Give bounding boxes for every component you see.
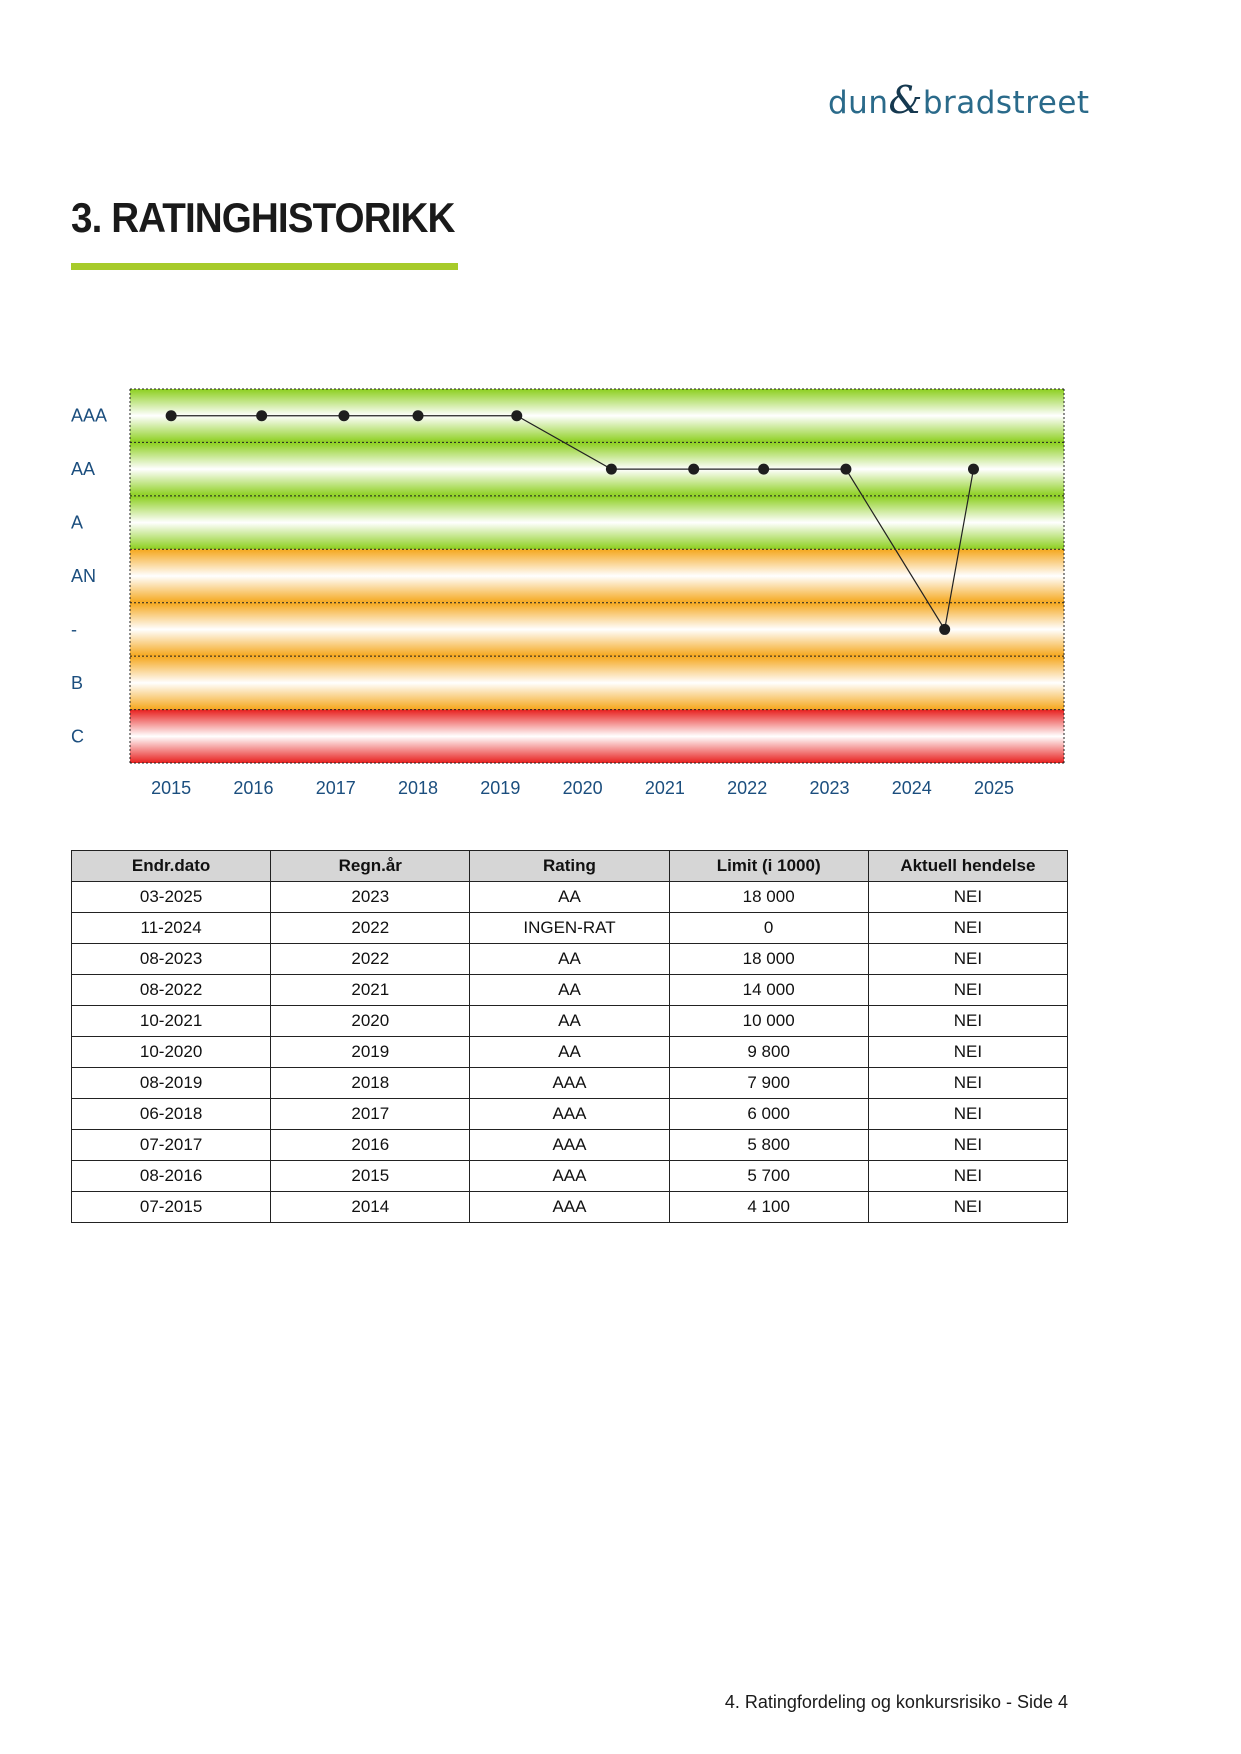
x-tick-label: 2020 bbox=[562, 778, 603, 798]
x-tick-label: 2024 bbox=[891, 778, 932, 798]
table-cell: 08-2023 bbox=[72, 944, 271, 975]
band-row-a bbox=[130, 496, 1064, 549]
table-row bbox=[72, 1068, 1068, 1099]
table-cell: 07-2017 bbox=[72, 1130, 271, 1161]
x-tick-label: 2017 bbox=[315, 778, 356, 798]
rating-point bbox=[840, 464, 851, 475]
table-cell: 2021 bbox=[271, 975, 470, 1006]
x-tick-label: 2015 bbox=[151, 778, 192, 798]
table-body bbox=[72, 882, 1068, 1223]
table-cell: 4 100 bbox=[669, 1192, 868, 1223]
table-cell: NEI bbox=[868, 1161, 1067, 1192]
table-cell: INGEN-RAT bbox=[470, 913, 669, 944]
rating-point bbox=[606, 464, 617, 475]
x-tick-label: 2023 bbox=[809, 778, 850, 798]
table-cell: 2022 bbox=[271, 944, 470, 975]
y-tick-label: AA bbox=[71, 459, 96, 480]
rating-point bbox=[166, 410, 177, 421]
table-cell: AAA bbox=[470, 1192, 669, 1223]
table-cell: NEI bbox=[868, 1068, 1067, 1099]
table-cell: 18 000 bbox=[669, 944, 868, 975]
page-title: 3. RATINGHISTORIKK bbox=[71, 194, 455, 241]
table-cell: NEI bbox=[868, 975, 1067, 1006]
table-cell: 2015 bbox=[271, 1161, 470, 1192]
table-cell: NEI bbox=[868, 1130, 1067, 1161]
table-cell: AAA bbox=[470, 1161, 669, 1192]
table-row bbox=[72, 1037, 1068, 1068]
rating-history-chart bbox=[0, 0, 1241, 830]
table-cell: NEI bbox=[868, 944, 1067, 975]
column-header: Regn.år bbox=[271, 851, 470, 882]
table-cell: 2022 bbox=[271, 913, 470, 944]
logo-part-2: bradstreet bbox=[922, 85, 1090, 121]
band-row-dash bbox=[130, 603, 1064, 656]
table-row bbox=[72, 913, 1068, 944]
x-tick-label: 2022 bbox=[727, 778, 768, 798]
table-cell: 08-2022 bbox=[72, 975, 271, 1006]
table-row bbox=[72, 1006, 1068, 1037]
band-row-b bbox=[130, 656, 1064, 709]
rating-history-table bbox=[71, 850, 1068, 1223]
table-cell: AAA bbox=[470, 1130, 669, 1161]
table-cell: 06-2018 bbox=[72, 1099, 271, 1130]
y-tick-label: B bbox=[71, 672, 84, 693]
table-cell: 2018 bbox=[271, 1068, 470, 1099]
band-row-c bbox=[130, 710, 1064, 763]
column-header: Limit (i 1000) bbox=[669, 851, 868, 882]
y-tick-label: AN bbox=[71, 566, 97, 586]
rating-point bbox=[256, 410, 267, 421]
x-tick-label: 2019 bbox=[480, 778, 521, 798]
table-cell: 10 000 bbox=[669, 1006, 868, 1037]
table-cell: 07-2015 bbox=[72, 1192, 271, 1223]
table-cell: 10-2021 bbox=[72, 1006, 271, 1037]
table-row bbox=[72, 1130, 1068, 1161]
y-tick-label: AAA bbox=[71, 405, 108, 426]
table-cell: NEI bbox=[868, 1099, 1067, 1130]
table-cell: 9 800 bbox=[669, 1037, 868, 1068]
table-row bbox=[72, 975, 1068, 1006]
table-cell: 2023 bbox=[271, 882, 470, 913]
rating-point bbox=[413, 410, 424, 421]
x-tick-label: 2018 bbox=[397, 778, 439, 798]
logo-part-1: dun bbox=[828, 85, 889, 121]
y-tick-label: C bbox=[71, 726, 84, 747]
table-cell: 08-2016 bbox=[72, 1161, 271, 1192]
table-cell: 03-2025 bbox=[72, 882, 271, 913]
column-header: Rating bbox=[470, 851, 669, 882]
table-row bbox=[72, 944, 1068, 975]
y-tick-label: - bbox=[71, 619, 77, 640]
table-cell: 10-2020 bbox=[72, 1037, 271, 1068]
table-cell: 11-2024 bbox=[72, 913, 271, 944]
table-cell: AAA bbox=[470, 1099, 669, 1130]
table-header-row bbox=[72, 851, 1068, 882]
table-cell: AA bbox=[470, 975, 669, 1006]
table-cell: NEI bbox=[868, 1037, 1067, 1068]
table-cell: 2014 bbox=[271, 1192, 470, 1223]
table-cell: AA bbox=[470, 1006, 669, 1037]
rating-point bbox=[511, 410, 522, 421]
table-cell: AAA bbox=[470, 1068, 669, 1099]
table-cell: 6 000 bbox=[669, 1099, 868, 1130]
y-tick-label: A bbox=[71, 512, 84, 533]
table-cell: 2020 bbox=[271, 1006, 470, 1037]
column-header: Endr.dato bbox=[72, 851, 271, 882]
rating-point bbox=[338, 410, 349, 421]
rating-point bbox=[688, 464, 699, 475]
table-cell: AA bbox=[470, 944, 669, 975]
table-cell: 14 000 bbox=[669, 975, 868, 1006]
rating-point bbox=[758, 464, 769, 475]
table-cell: NEI bbox=[868, 1192, 1067, 1223]
table-row bbox=[72, 882, 1068, 913]
page-footer: 4. Ratingfordeling og konkursrisiko - Side 4 bbox=[724, 1692, 1068, 1712]
table-cell: 5 700 bbox=[669, 1161, 868, 1192]
logo-ampersand: & bbox=[888, 78, 923, 122]
rating-point bbox=[968, 464, 979, 475]
x-tick-label: 2021 bbox=[644, 778, 685, 798]
table-cell: 2017 bbox=[271, 1099, 470, 1130]
table-cell: 5 800 bbox=[669, 1130, 868, 1161]
table-cell: 2016 bbox=[271, 1130, 470, 1161]
table-cell: NEI bbox=[868, 882, 1067, 913]
table-cell: AA bbox=[470, 882, 669, 913]
table-row bbox=[72, 1099, 1068, 1130]
table-row bbox=[72, 1161, 1068, 1192]
table-cell: 08-2019 bbox=[72, 1068, 271, 1099]
table-cell: 0 bbox=[669, 913, 868, 944]
table-row bbox=[72, 1192, 1068, 1223]
table-cell: 2019 bbox=[271, 1037, 470, 1068]
table-cell: NEI bbox=[868, 913, 1067, 944]
band-row-aa bbox=[130, 442, 1064, 495]
table-cell: AA bbox=[470, 1037, 669, 1068]
x-tick-label: 2016 bbox=[233, 778, 274, 798]
table-cell: 7 900 bbox=[669, 1068, 868, 1099]
table-cell: 18 000 bbox=[669, 882, 868, 913]
column-header: Aktuell hendelse bbox=[868, 851, 1067, 882]
table-cell: NEI bbox=[868, 1006, 1067, 1037]
rating-point bbox=[939, 624, 950, 635]
x-tick-label: 2025 bbox=[974, 778, 1015, 798]
